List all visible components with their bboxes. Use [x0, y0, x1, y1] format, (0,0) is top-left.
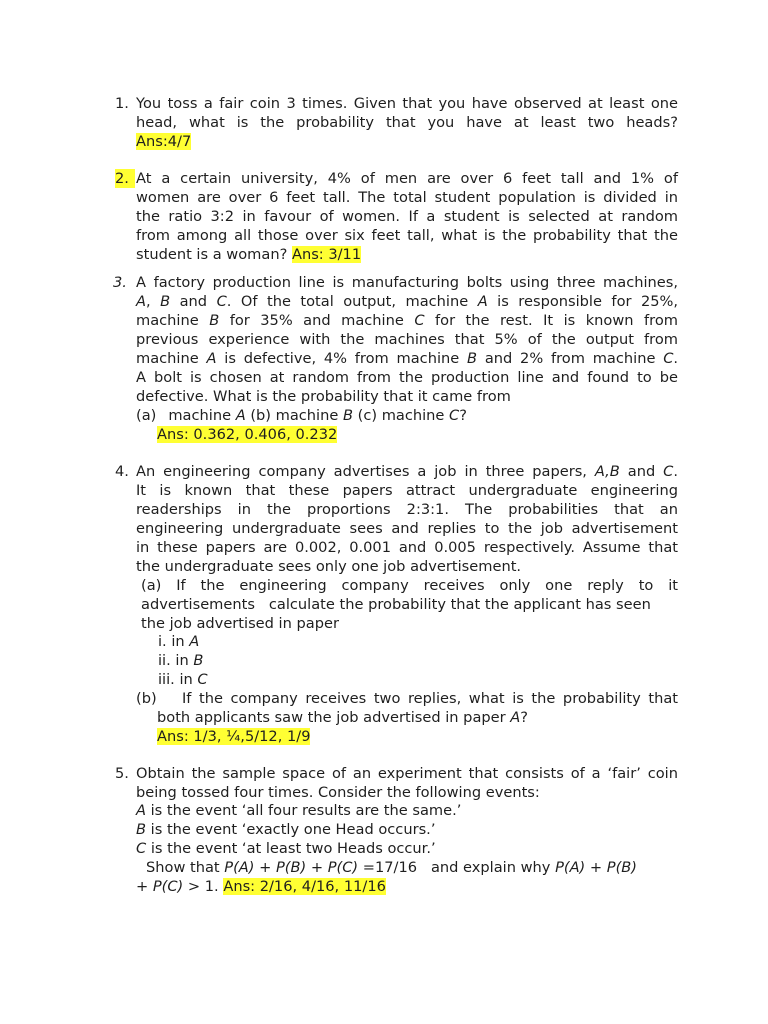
question-4-line: engineering undergraduate sees and replies to the job advertisement: [136, 520, 678, 537]
question-5-event-b: [136, 820, 678, 839]
question-3-line: A bolt is chosen at random from the production line and found to be: [136, 369, 678, 386]
question-4-subitem: [158, 651, 203, 670]
var-a: A: [189, 633, 200, 650]
question-1-number: 1.: [115, 95, 129, 112]
question-5-answer: Ans: 2/16, 4/16, 11/16: [223, 878, 386, 895]
question-3-text: machine: [136, 350, 199, 367]
question-2-answer: Ans: 3/11: [291, 246, 362, 263]
question-3-line: A factory production line is manufacturing bolts using three machines,: [136, 274, 678, 291]
question-5-text: is the event ‘at least two Heads occur.’: [150, 840, 436, 857]
question-3-line: A, B and C. Of the total output, machine A is responsible for 25%,: [136, 293, 679, 310]
question-4-text: and: [627, 463, 656, 480]
var-b: B: [136, 821, 147, 838]
question-5-text: > 1.: [187, 878, 219, 895]
var-c: C: [663, 463, 674, 480]
question-5-event-c: [136, 839, 678, 858]
var-a: A: [477, 293, 488, 310]
expr-pa: P(A): [555, 859, 586, 876]
question-3-text: for 35% and machine: [229, 312, 404, 329]
var-c: C: [136, 840, 147, 857]
question-3-text: for the rest. It is known from: [435, 312, 678, 329]
question-3-answer-line: [157, 425, 337, 444]
question-5-text: =17/16: [362, 859, 418, 876]
part-b-label: (b): [136, 690, 157, 707]
question-4-line: both applicants saw the job advertised in paper A?: [157, 709, 529, 726]
var-b: B: [209, 312, 220, 329]
var-b: B: [467, 350, 478, 367]
question-4-line: It is known that these papers attract undergraduate engineering: [136, 482, 678, 499]
question-2-number: 2.: [115, 169, 135, 188]
question-3-text: (c) machine: [357, 407, 445, 424]
var-ab: A,B: [594, 463, 620, 480]
question-3-line: [136, 311, 678, 330]
question-3-text: and 2% from machine: [484, 350, 656, 367]
question-5-text: and explain why: [430, 859, 551, 876]
question-4-line: in these papers are 0.002, 0.001 and 0.005 respectively. Assume that: [136, 539, 678, 556]
question-1-line: head, what is the probability that you have at least two heads?: [136, 114, 678, 131]
part-a-label: (a): [136, 407, 157, 424]
expr-pb: P(B): [275, 859, 307, 876]
question-5-line: being tossed four times. Consider the following events:: [136, 784, 540, 801]
question-3-text: Of the total output, machine: [240, 293, 469, 310]
question-3-line: machine A is defective, 4% from machine B and 2% from machine C.: [136, 350, 679, 367]
var-a: A: [136, 293, 146, 310]
var-b: B: [342, 407, 353, 424]
question-1-answer-line: [136, 132, 678, 151]
question-5-text: is the event ‘exactly one Head occurs.’: [150, 821, 436, 838]
question-3-text: is defective, 4% from machine: [224, 350, 460, 367]
question-1-line: You toss a fair coin 3 times. Given that you have observed at least one: [136, 95, 678, 112]
question-4-answer-line: [157, 727, 310, 746]
question-1-answer: Ans:4/7: [136, 133, 192, 150]
var-a: A: [510, 709, 521, 726]
question-4-text: An engineering company advertises a job in three papers,: [136, 463, 587, 480]
subitem-label: iii. in: [158, 671, 193, 688]
expr-plus: +: [310, 859, 324, 876]
question-4-line: the job advertised in paper: [141, 615, 339, 632]
question-4-line: If the company receives two replies, what is the probability that: [182, 690, 678, 707]
question-4-number: 4.: [115, 463, 129, 480]
var-a: A: [235, 407, 246, 424]
question-2-line: women are over 6 feet tall. The total student population is divided in: [136, 189, 678, 206]
question-3-line: previous experience with the machines that 5% of the output from: [136, 331, 678, 348]
question-4-text: both applicants saw the job advertised in paper: [157, 709, 506, 726]
question-5-line: [136, 877, 678, 896]
question-3-answer: Ans: 0.362, 0.406, 0.232: [157, 426, 338, 443]
subitem-label: i. in: [158, 633, 185, 650]
question-3-text: machine: [136, 312, 199, 329]
question-2-line: [136, 245, 678, 264]
var-a: A: [206, 350, 217, 367]
question-5-text: Show that: [146, 859, 220, 876]
var-b: B: [160, 293, 171, 310]
question-5-event-a: [136, 801, 678, 820]
var-a: A: [136, 802, 146, 819]
question-2-line: from among all those over six feet tall, what is the probability that the: [136, 227, 678, 244]
question-4-line: advertisements calculate the probability that the applicant has seen: [141, 596, 651, 613]
expr-pa: P(A): [224, 859, 255, 876]
var-b: B: [193, 652, 204, 669]
question-3-text: is responsible for 25%,: [497, 293, 679, 310]
expr-plus: +: [589, 859, 603, 876]
question-3-number: 3.: [113, 274, 127, 291]
var-c: C: [197, 671, 208, 688]
question-4-line: An engineering company advertises a job in three papers, A,B and C.: [136, 463, 679, 480]
expr-pb: P(B): [606, 859, 637, 876]
question-4-subitem: [158, 670, 208, 689]
question-4-line: the undergraduate sees only one job advertisement.: [136, 558, 522, 575]
expr-pc: P(C): [152, 878, 184, 895]
question-2-line: At a certain university, 4% of men are over 6 feet tall and 1% of: [136, 170, 678, 187]
question-4-line: (a) If the engineering company receives only one reply to it: [141, 577, 678, 594]
var-c: C: [414, 312, 425, 329]
question-5-number: 5.: [115, 765, 129, 782]
var-c: C: [663, 350, 674, 367]
expr-plus: +: [259, 859, 272, 876]
question-3-text: (b) machine: [250, 407, 339, 424]
question-5-text: is the event ‘all four results are the same.’: [150, 802, 462, 819]
question-3-text: and: [179, 293, 208, 310]
question-5-line: [146, 858, 678, 877]
question-4-answer: Ans: 1/3, ¼,5/12, 1/9: [157, 728, 311, 745]
var-c: C: [449, 407, 460, 424]
question-3-line: defective. What is the probability that it came from: [136, 388, 511, 405]
var-c: C: [216, 293, 227, 310]
subitem-label: ii. in: [158, 652, 189, 669]
expr-pc: P(C): [327, 859, 359, 876]
question-4-line: readerships in the proportions 2:3:1. The probabilities that an: [136, 501, 678, 518]
expr-plus: +: [136, 878, 149, 895]
question-2-line: the ratio 3:2 in favour of women. If a student is selected at random: [136, 208, 678, 225]
question-2-text: student is a woman?: [136, 246, 288, 263]
question-3-parts-line: (a) machine A (b) machine B (c) machine C?: [136, 407, 467, 424]
question-4-subitem: [158, 632, 199, 651]
question-5-line: Obtain the sample space of an experiment that consists of a ‘fair’ coin: [136, 765, 678, 782]
question-3-text: machine: [168, 407, 232, 424]
